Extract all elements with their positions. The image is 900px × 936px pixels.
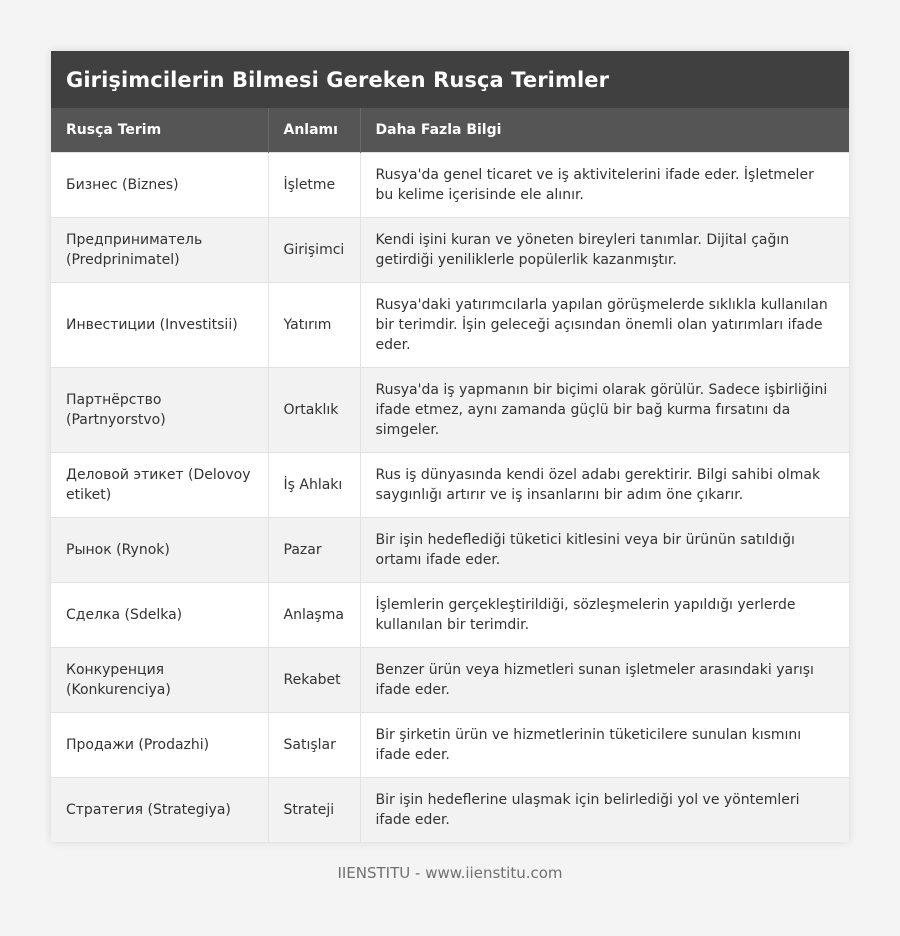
cell-info: Bir işin hedeflediği tüketici kitlesini veya bir ürünün satıldığı ortamı ifade eder.: [360, 517, 849, 582]
cell-meaning: Girişimci: [268, 217, 360, 282]
cell-term: Партнёрство (Partnyorstvo): [51, 367, 268, 452]
cell-meaning: Rekabet: [268, 647, 360, 712]
title-bar: [51, 51, 849, 108]
cell-meaning: Anlaşma: [268, 582, 360, 647]
cell-term: Инвестиции (Investitsii): [51, 282, 268, 367]
table-row: [51, 367, 849, 452]
cell-info: Rusya'da genel ticaret ve iş aktivitelerini ifade eder. İşletmeler bu kelime içerisinde ele alınır.: [360, 152, 849, 217]
cell-info: Rusya'da iş yapmanın bir biçimi olarak görülür. Sadece işbirliğini ifade etmez, aynı zamanda güçlü bir bağ kurma fırsatını da simgeler.: [360, 367, 849, 452]
table-row: [51, 712, 849, 777]
cell-term: Сделка (Sdelka): [51, 582, 268, 647]
cell-info: Kendi işini kuran ve yöneten bireyleri tanımlar. Dijital çağın getirdiği yeniliklerle popülerlik kazanmıştır.: [360, 217, 849, 282]
cell-info: Bir şirketin ürün ve hizmetlerinin tüketicilere sunulan kısmını ifade eder.: [360, 712, 849, 777]
cell-info: Bir işin hedeflerine ulaşmak için belirlediği yol ve yöntemleri ifade eder.: [360, 777, 849, 842]
cell-meaning: Ortaklık: [268, 367, 360, 452]
footer-credit: IIENSTITU - www.iienstitu.com: [337, 864, 563, 882]
cell-term: Конкуренция (Konkurenciya): [51, 647, 268, 712]
page-title: Girişimcilerin Bilmesi Gereken Rusça Terimler: [66, 67, 610, 92]
cell-meaning: İşletme: [268, 152, 360, 217]
cell-meaning: Yatırım: [268, 282, 360, 367]
table-row: [51, 647, 849, 712]
cell-term: Предприниматель (Predprinimatel): [51, 217, 268, 282]
cell-term: Продажи (Prodazhi): [51, 712, 268, 777]
cell-meaning: Strateji: [268, 777, 360, 842]
cell-term: Бизнес (Biznes): [51, 152, 268, 217]
table-row: [51, 777, 849, 842]
cell-info: Benzer ürün veya hizmetleri sunan işletmeler arasındaki yarışı ifade eder.: [360, 647, 849, 712]
table-row: [51, 517, 849, 582]
cell-info: Rus iş dünyasında kendi özel adabı gerektirir. Bilgi sahibi olmak saygınlığı artırır ve iş insanlarını bir adım öne çıkarır.: [360, 452, 849, 517]
terms-table: [51, 108, 849, 842]
cell-meaning: Satışlar: [268, 712, 360, 777]
table-header-row: [51, 108, 849, 152]
cell-meaning: Pazar: [268, 517, 360, 582]
cell-meaning: İş Ahlakı: [268, 452, 360, 517]
terms-card: [51, 51, 849, 842]
cell-info: İşlemlerin gerçekleştirildiği, sözleşmelerin yapıldığı yerlerde kullanılan bir terimdir.: [360, 582, 849, 647]
column-header-term: Rusça Terim: [66, 121, 162, 138]
table-row: [51, 452, 849, 517]
cell-term: Стратегия (Strategiya): [51, 777, 268, 842]
table-row: [51, 582, 849, 647]
cell-term: Деловой этикет (Delovoy etiket): [51, 452, 268, 517]
table-row: [51, 152, 849, 217]
column-header-info: Daha Fazla Bilgi: [360, 108, 849, 152]
table-row: [51, 282, 849, 367]
table-row: [51, 217, 849, 282]
column-header-meaning: Anlamı: [268, 108, 360, 152]
cell-term: Рынок (Rynok): [51, 517, 268, 582]
cell-info: Rusya'daki yatırımcılarla yapılan görüşmelerde sıklıkla kullanılan bir terimdir. İşin geleceği açısından önemli olan yatırımları ifade eder.: [360, 282, 849, 367]
